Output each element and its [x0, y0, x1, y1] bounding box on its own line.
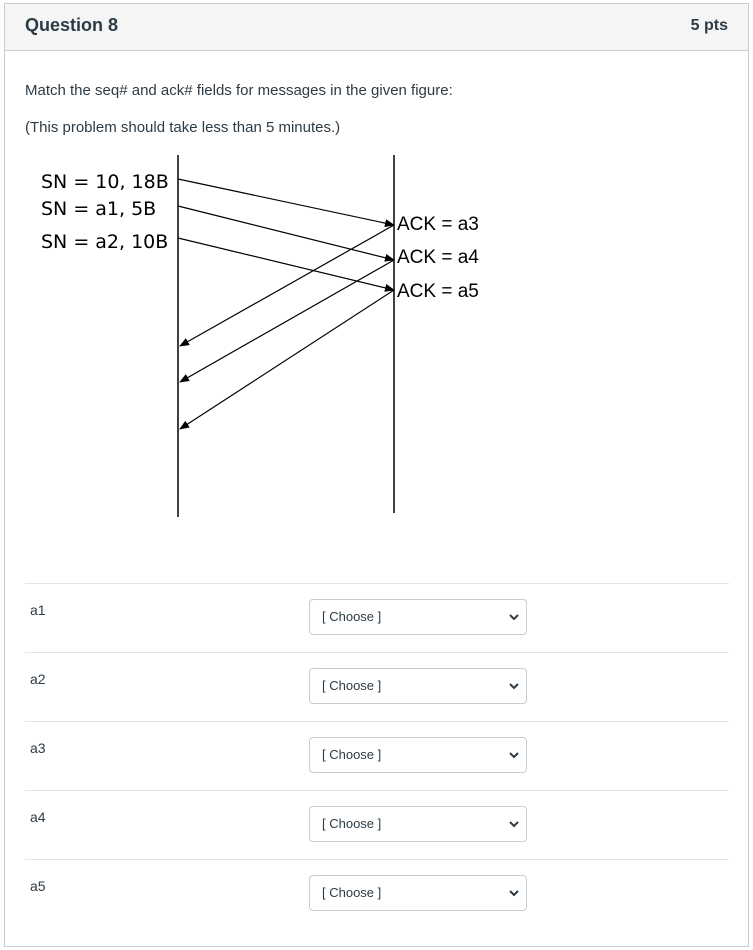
ack-arrow-2 — [180, 260, 394, 382]
answer-select-a5[interactable] — [309, 875, 527, 911]
answer-list — [25, 583, 729, 928]
answer-row-a1 — [25, 583, 729, 652]
answer-row-a2 — [25, 652, 729, 721]
answer-select-a2[interactable] — [309, 668, 527, 704]
ack-label-1: ACK = a3 — [397, 214, 479, 235]
answer-label: a4 — [30, 809, 46, 825]
sender-label-2: SN = a1, 5B — [41, 198, 157, 220]
question-prompt: Match the seq# and ack# fields for messages in the given figure: — [25, 82, 453, 99]
select-value: [ Choose ] — [322, 609, 382, 624]
answer-select-a1[interactable] — [309, 599, 527, 635]
answer-label: a3 — [30, 740, 46, 756]
answer-row-a4 — [25, 790, 729, 859]
chevron-down-icon — [508, 680, 520, 692]
ack-label-3: ACK = a5 — [397, 281, 479, 302]
chevron-down-icon — [508, 818, 520, 830]
answer-row-a3 — [25, 721, 729, 790]
ack-arrow-3 — [180, 290, 394, 429]
answer-row-a5 — [25, 859, 729, 928]
select-value: [ Choose ] — [322, 816, 382, 831]
chevron-down-icon — [508, 611, 520, 623]
answer-label: a5 — [30, 878, 46, 894]
select-value: [ Choose ] — [322, 678, 382, 693]
sender-label-1: SN = 10, 18B — [41, 171, 169, 193]
segment-arrow-2 — [178, 206, 394, 260]
chevron-down-icon — [508, 887, 520, 899]
answer-select-a4[interactable] — [309, 806, 527, 842]
sender-label-3: SN = a2, 10B — [41, 231, 169, 253]
select-value: [ Choose ] — [322, 885, 382, 900]
answer-label: a2 — [30, 671, 46, 687]
answer-select-a3[interactable] — [309, 737, 527, 773]
ack-label-2: ACK = a4 — [397, 247, 479, 268]
question-points: 5 pts — [690, 17, 728, 34]
chevron-down-icon — [508, 749, 520, 761]
answer-label: a1 — [30, 602, 46, 618]
segment-arrow-3 — [178, 238, 394, 290]
question-card — [4, 3, 749, 947]
question-note: (This problem should take less than 5 minutes.) — [25, 119, 341, 136]
select-value: [ Choose ] — [322, 747, 382, 762]
sequence-diagram — [5, 149, 525, 529]
question-header — [5, 4, 748, 51]
segment-arrow-1 — [178, 179, 394, 225]
question-title: Question 8 — [25, 15, 119, 35]
ack-arrow-1 — [180, 225, 394, 346]
